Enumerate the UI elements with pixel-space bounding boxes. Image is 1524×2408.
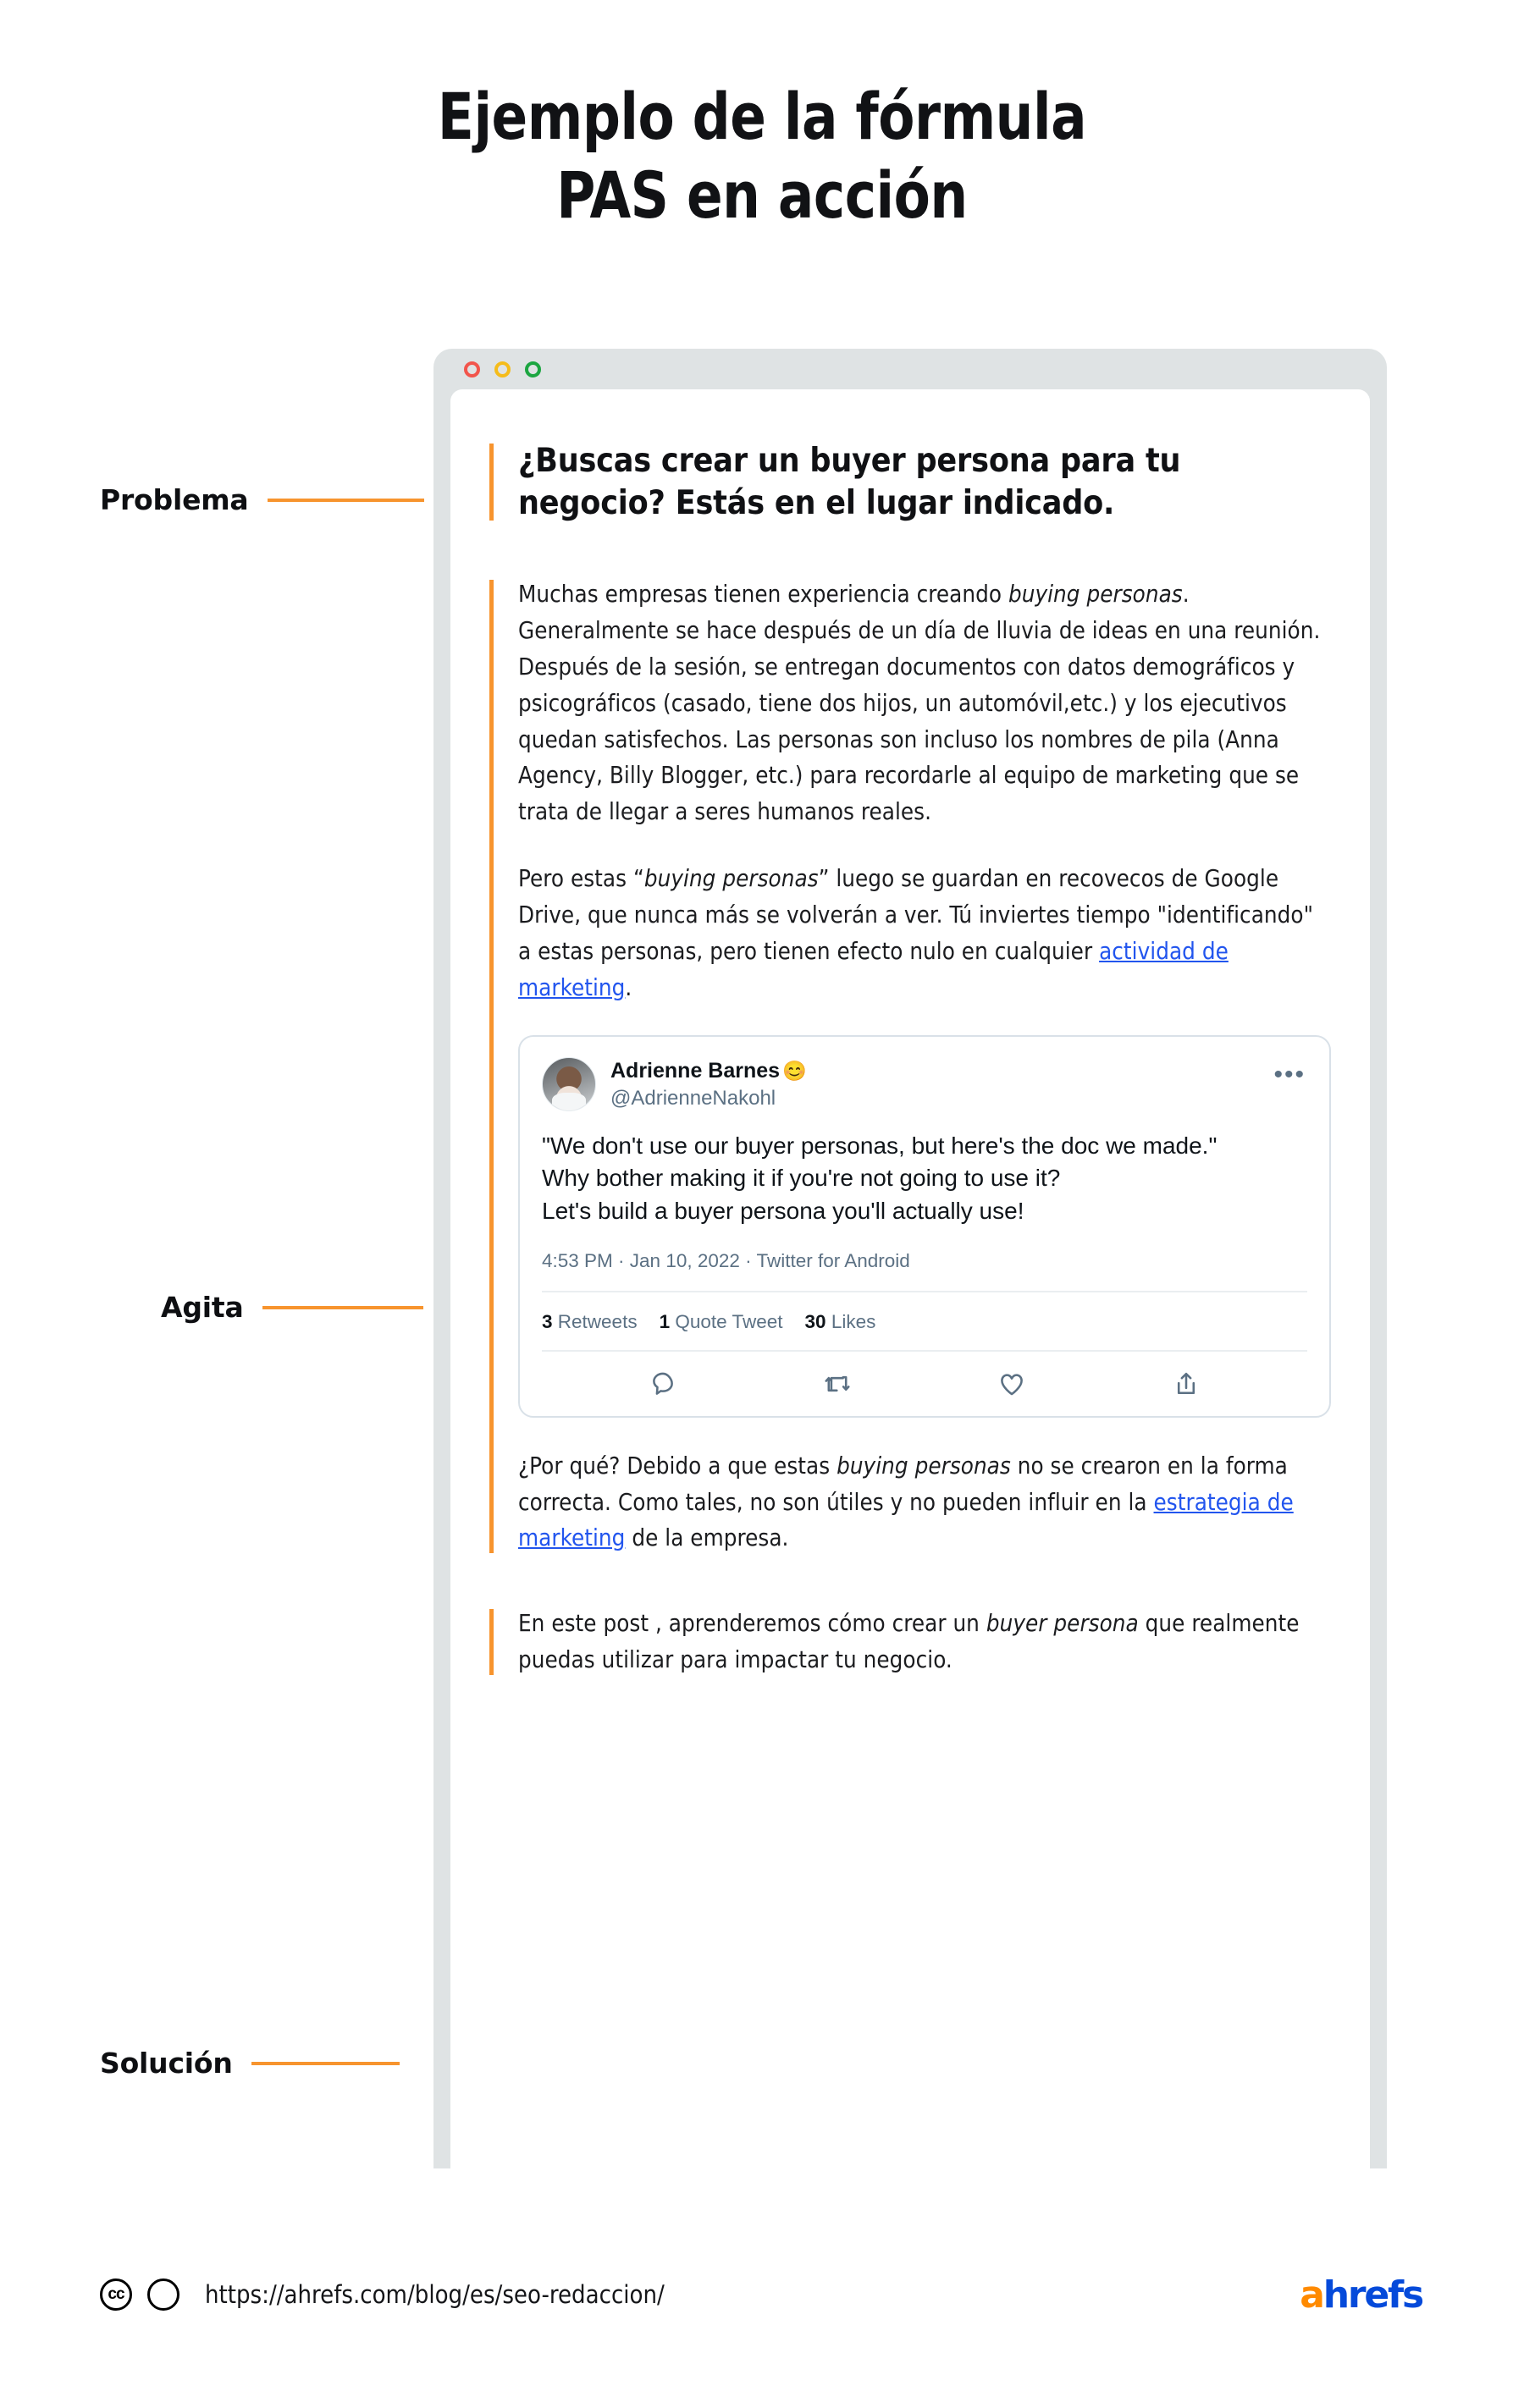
ahrefs-logo-a: a [1300, 2273, 1323, 2317]
ahrefs-logo[interactable] [1300, 2273, 1422, 2317]
share-icon[interactable] [1172, 1369, 1201, 1398]
agitate-block [489, 576, 1331, 1557]
annotation-connector-line [268, 499, 424, 502]
tweet-text-line-1: "We don't use our buyer personas, but here's the doc we made." [542, 1132, 1218, 1159]
minimize-window-dot-icon[interactable] [494, 361, 511, 377]
paragraph-1-text-a: Muchas empresas tienen experiencia creando [518, 581, 1008, 609]
problem-block [489, 440, 1331, 524]
tweet-action-bar [542, 1350, 1307, 1416]
annotation-label: Problema [100, 482, 249, 516]
paragraph-3-text-c: de la empresa. [625, 1524, 789, 1552]
more-options-icon[interactable]: ••• [1273, 1060, 1306, 1088]
tweet-likes-stat[interactable] [805, 1311, 876, 1333]
page-title-line-1: Ejemplo de la fórmula [437, 79, 1087, 154]
avatar[interactable] [542, 1057, 596, 1111]
browser-chrome-bar [433, 349, 1387, 389]
paragraph-2-text-b: ” luego se guardan en recovecos de Google Drive, que nunca más se volverán a ver. Tú inviertes tiempo "identificando" a estas personas, pero tienen efecto nulo en cualquier [518, 865, 1314, 966]
creative-commons-by-icon [147, 2279, 179, 2311]
tweet-retweets-stat[interactable] [542, 1311, 638, 1333]
paragraph-1-emphasis: buying personas [1008, 581, 1183, 609]
annotation-label: Agita [161, 1290, 244, 1324]
tweet-quotes-stat[interactable] [660, 1311, 783, 1333]
tweet-text-line-2: Why bother making it if you're not going to use it? [542, 1165, 1061, 1192]
annotation-connector-line [251, 2062, 400, 2065]
tweet-display-name[interactable] [610, 1059, 807, 1083]
tweet-author-names [610, 1057, 807, 1110]
ahrefs-logo-rest: hrefs [1322, 2273, 1422, 2317]
annotation-label: Solución [100, 2046, 233, 2080]
tweet-display-name-text: Adrienne Barnes [610, 1058, 781, 1083]
browser-window-mock [433, 349, 1387, 2168]
footer [0, 2218, 1524, 2408]
creative-commons-icon: cc [100, 2279, 132, 2311]
article-paragraph-1 [518, 576, 1331, 830]
tweet-timestamp: 4:53 PM · Jan 10, 2022 · Twitter for Android [542, 1249, 910, 1271]
tweet-header [542, 1057, 1307, 1111]
like-icon[interactable] [997, 1369, 1026, 1398]
page-title-line-2: PAS en acción [556, 157, 968, 233]
close-window-dot-icon[interactable] [464, 361, 480, 377]
paragraph-3-emphasis: buying personas [837, 1452, 1011, 1480]
article-paragraph-2 [518, 861, 1331, 1006]
tweet-retweets-count: 3 [542, 1310, 553, 1332]
paragraph-4-text-b: que realmente puedas utilizar para impactar tu negocio. [518, 1610, 1300, 1674]
page-title [61, 78, 1463, 234]
paragraph-2-emphasis: buying personas [643, 865, 819, 893]
maximize-window-dot-icon[interactable] [525, 361, 541, 377]
tweet-handle[interactable]: @AdrienneNakohl [610, 1086, 776, 1110]
smiling-face-emoji-icon: 😊 [782, 1059, 807, 1082]
article-headline: ¿Buscas crear un buyer persona para tu negocio? Estás en el lugar indicado. [518, 442, 1181, 522]
footer-license-and-url [100, 2279, 665, 2311]
tweet-body-text [542, 1130, 1307, 1228]
paragraph-2-text-a: Pero estas “ [518, 865, 644, 893]
article-paragraph-3 [518, 1448, 1331, 1557]
link-actividad-de-marketing[interactable]: actividad de marketing [518, 938, 1229, 1001]
link-estrategia-de-marketing[interactable]: estrategia de marketing [518, 1488, 1294, 1552]
paragraph-2-text-c: . [625, 973, 632, 1001]
browser-viewport [450, 389, 1370, 2168]
tweet-text-line-3: Let's build a buyer persona you'll actually use! [542, 1198, 1024, 1225]
solution-block [489, 1606, 1331, 1678]
paragraph-1-text-b: . Generalmente se hace después de un día de lluvia de ideas en una reunión. Después de la sesión, se entregan documentos con datos demográficos y psicográficos (casado, tiene dos hijos, un automóvil,etc.) y los ejecutivos quedan satisfechos. Las personas son incluso los nombres de pila (Anna Agency, Billy Blogger, etc.) para recordarle al equipo de marketing que se trata de llegar a seres humanos reales. [518, 581, 1321, 826]
retweet-icon[interactable] [823, 1369, 852, 1398]
tweet-quotes-label: Quote Tweet [675, 1310, 783, 1332]
source-url[interactable]: https://ahrefs.com/blog/es/seo-redaccion/ [205, 2280, 665, 2309]
tweet-likes-count: 30 [804, 1310, 826, 1332]
paragraph-3-text-b: no se crearon en la forma correcta. Como tales, no son útiles y no pueden influir en la [518, 1452, 1288, 1516]
paragraph-4-text-a: En este post , aprenderemos cómo crear un [518, 1610, 986, 1638]
paragraph-3-text-a: ¿Por qué? Debido a que estas [518, 1452, 837, 1480]
tweet-retweets-label: Retweets [557, 1310, 638, 1332]
tweet-stats-row [542, 1291, 1307, 1350]
article-content [489, 389, 1331, 1678]
reply-icon[interactable] [649, 1369, 677, 1398]
article-paragraph-4 [518, 1606, 1331, 1678]
paragraph-4-emphasis: buyer persona [986, 1610, 1139, 1638]
tweet-quotes-count: 1 [659, 1310, 671, 1332]
embedded-tweet-card[interactable] [518, 1035, 1331, 1418]
tweet-likes-label: Likes [831, 1310, 876, 1332]
annotation-connector-line [262, 1306, 423, 1309]
